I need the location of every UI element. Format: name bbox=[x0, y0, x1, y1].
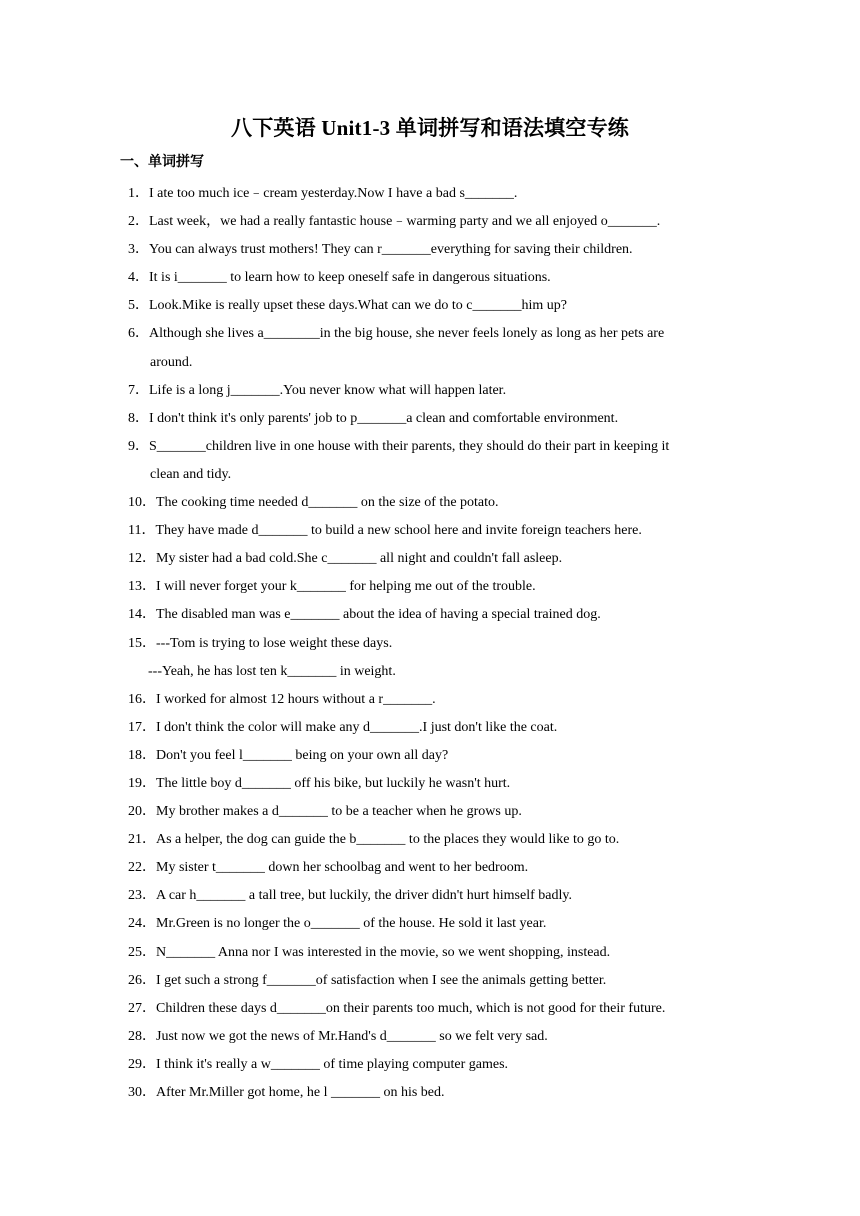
question-text: Last week，we had a really fantastic house﹣warming party and we all enjoyed o_______. bbox=[149, 214, 661, 230]
question-item bbox=[128, 320, 732, 376]
question-item bbox=[128, 714, 732, 742]
question-number: 25． bbox=[128, 944, 156, 960]
question-list bbox=[128, 180, 732, 1107]
question-number: 27． bbox=[128, 1000, 156, 1016]
question-text: I don't think the color will make any d_______.I just don't like the coat. bbox=[156, 719, 558, 735]
question-text: You can always trust mothers! They can r_______everything for saving their children. bbox=[149, 242, 633, 258]
question-number: 17． bbox=[128, 719, 156, 735]
question-number: 9． bbox=[128, 438, 149, 454]
question-number: 1． bbox=[128, 186, 149, 201]
question-item bbox=[128, 882, 732, 910]
question-item bbox=[128, 573, 732, 601]
question-item bbox=[128, 1023, 732, 1051]
question-text: I get such a strong f_______of satisfaction when I see the animals getting better. bbox=[156, 972, 607, 988]
section-heading: 一、单词拼写 bbox=[120, 155, 204, 170]
question-item bbox=[128, 377, 732, 405]
question-number: 20． bbox=[128, 804, 156, 820]
question-item bbox=[128, 798, 732, 826]
question-number: 3． bbox=[128, 242, 149, 258]
question-text: My brother makes a d_______ to be a teacher when he grows up. bbox=[156, 804, 522, 820]
question-item bbox=[128, 517, 732, 545]
question-text: Although she lives a________in the big house, she never feels lonely as long as her pets are bbox=[149, 326, 665, 342]
question-number: 18． bbox=[128, 747, 156, 763]
question-text: My sister t_______ down her schoolbag and went to her bedroom. bbox=[156, 860, 529, 876]
question-item bbox=[128, 630, 732, 686]
question-number: 23． bbox=[128, 888, 156, 904]
question-text: I don't think it's only parents' job to p_______a clean and comfortable environment. bbox=[149, 410, 619, 426]
question-item bbox=[128, 686, 732, 714]
question-item bbox=[128, 601, 732, 629]
question-text: I worked for almost 12 hours without a r_______. bbox=[156, 691, 436, 707]
question-item bbox=[128, 995, 732, 1023]
question-text: Life is a long j_______.You never know what will happen later. bbox=[149, 382, 507, 398]
question-number: 5． bbox=[128, 298, 149, 314]
question-number: 15． bbox=[128, 635, 156, 651]
question-text: N_______ Anna nor I was interested in the movie, so we went shopping, instead. bbox=[156, 944, 611, 960]
question-text: They have made d_______ to build a new school here and invite foreign teachers here. bbox=[155, 523, 642, 539]
question-number: 10． bbox=[128, 495, 156, 511]
page-title: 八下英语 Unit1-3 单词拼写和语法填空专练 bbox=[231, 116, 629, 140]
question-text: The cooking time needed d_______ on the size of the potato. bbox=[156, 495, 499, 511]
question-item bbox=[128, 264, 732, 292]
question-item bbox=[128, 910, 732, 938]
question-number: 22． bbox=[128, 860, 156, 876]
question-text: The disabled man was e_______ about the idea of having a special trained dog. bbox=[156, 607, 601, 623]
question-number: 26． bbox=[128, 972, 156, 988]
question-number: 4． bbox=[128, 270, 149, 286]
question-item bbox=[128, 489, 732, 517]
question-item bbox=[128, 967, 732, 995]
question-item bbox=[128, 433, 732, 489]
question-number: 8． bbox=[128, 410, 149, 426]
question-item bbox=[128, 180, 732, 208]
question-text: I ate too much ice﹣cream yesterday.Now I have a bad s_______. bbox=[149, 186, 518, 201]
question-item bbox=[128, 545, 732, 573]
question-text: I will never forget your k_______ for helping me out of the trouble. bbox=[156, 579, 536, 595]
question-text: ---Tom is trying to lose weight these days. bbox=[156, 635, 393, 651]
question-number: 16． bbox=[128, 691, 156, 707]
question-text-continued: clean and tidy. bbox=[150, 466, 232, 482]
question-text: Don't you feel l_______ being on your own all day? bbox=[156, 747, 449, 763]
question-item bbox=[128, 405, 732, 433]
question-number: 28． bbox=[128, 1028, 156, 1044]
question-item bbox=[128, 854, 732, 882]
question-text: Children these days d_______on their parents too much, which is not good for their future. bbox=[156, 1000, 666, 1016]
question-text: It is i_______ to learn how to keep oneself safe in dangerous situations. bbox=[149, 270, 551, 286]
question-item bbox=[128, 742, 732, 770]
question-text: Just now we got the news of Mr.Hand's d_______ so we felt very sad. bbox=[156, 1028, 548, 1044]
question-number: 14． bbox=[128, 607, 156, 623]
question-item bbox=[128, 236, 732, 264]
question-text: My sister had a bad cold.She c_______ all night and couldn't fall asleep. bbox=[156, 551, 563, 567]
question-item bbox=[128, 826, 732, 854]
question-number: 24． bbox=[128, 916, 156, 932]
question-number: 7． bbox=[128, 382, 149, 398]
question-item bbox=[128, 770, 732, 798]
question-item bbox=[128, 1051, 732, 1079]
question-number: 30． bbox=[128, 1085, 156, 1100]
question-number: 19． bbox=[128, 775, 156, 791]
question-item bbox=[128, 1079, 732, 1107]
question-text: A car h_______ a tall tree, but luckily, the driver didn't hurt himself badly. bbox=[156, 888, 572, 904]
question-number: 12． bbox=[128, 551, 156, 567]
question-reply-line: ---Yeah, he has lost ten k_______ in weight. bbox=[148, 663, 396, 679]
question-text: After Mr.Miller got home, he l _______ on his bed. bbox=[156, 1085, 445, 1100]
question-number: 2． bbox=[128, 214, 149, 230]
question-text: The little boy d_______ off his bike, but luckily he wasn't hurt. bbox=[156, 775, 511, 791]
question-number: 21． bbox=[128, 832, 156, 848]
question-text-continued: around. bbox=[150, 354, 193, 370]
question-number: 29． bbox=[128, 1056, 156, 1072]
question-text: Mr.Green is no longer the o_______ of the house. He sold it last year. bbox=[156, 916, 547, 932]
question-item bbox=[128, 292, 732, 320]
question-text: S_______children live in one house with their parents, they should do their part in keeping it bbox=[149, 438, 670, 454]
question-item bbox=[128, 208, 732, 236]
question-text: I think it's really a w_______ of time playing computer games. bbox=[156, 1056, 509, 1072]
question-number: 13． bbox=[128, 579, 156, 595]
question-number: 6． bbox=[128, 326, 149, 342]
question-number: 11． bbox=[128, 523, 156, 539]
question-text: As a helper, the dog can guide the b_______ to the places they would like to go to. bbox=[156, 832, 620, 848]
question-text: Look.Mike is really upset these days.What can we do to c_______him up? bbox=[149, 298, 567, 314]
question-item bbox=[128, 939, 732, 967]
